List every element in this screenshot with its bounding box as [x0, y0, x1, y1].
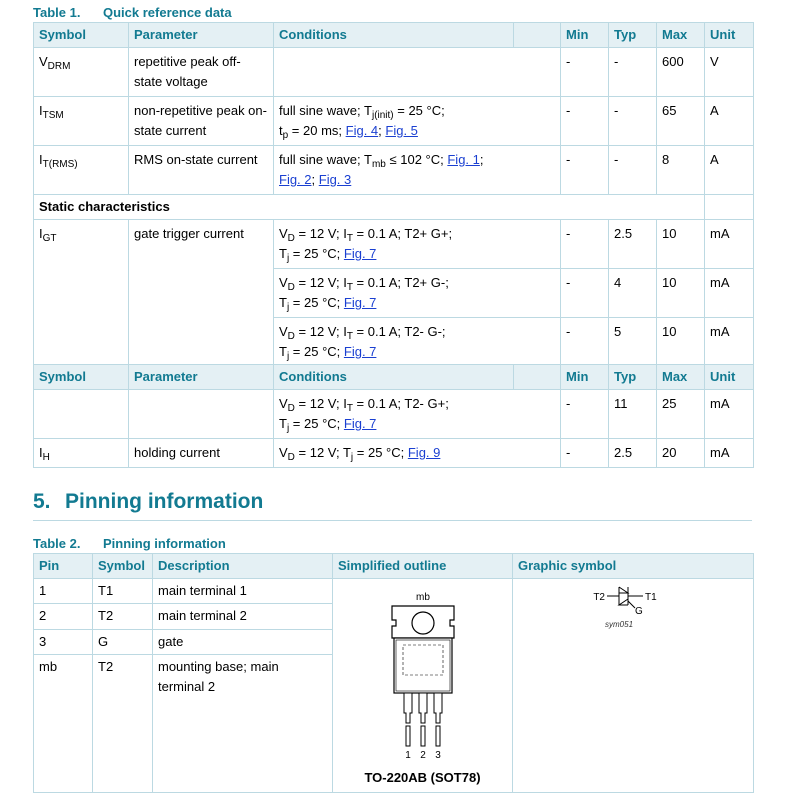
text: ; [479, 152, 484, 167]
subscript: D [287, 233, 295, 244]
symbol: I [39, 226, 43, 241]
subscript: D [287, 452, 295, 463]
unit-cell: V [705, 48, 754, 97]
svg-text:G: G [635, 606, 643, 617]
text: = 0.1 A; T2+ G+; [352, 226, 453, 241]
column-header: Graphic symbol [513, 554, 754, 579]
description-cell: main terminal 1 [153, 579, 333, 604]
max-cell: 600 [657, 48, 705, 97]
typ-cell: 11 [609, 390, 657, 439]
max-cell: 20 [657, 439, 705, 468]
table-number: Table 2. [33, 536, 81, 551]
column-header: Typ [609, 23, 657, 48]
symbol-cell: T1 [93, 579, 153, 604]
min-cell: - [561, 439, 609, 468]
symbol-cell: T2 [93, 604, 153, 629]
parameter-cell [129, 390, 274, 439]
column-header: Symbol [34, 23, 129, 48]
text: full sine wave; T [279, 152, 372, 167]
section-row [34, 195, 754, 220]
column-header: Pin [34, 554, 93, 579]
table-row [34, 220, 754, 269]
text: = 25 °C; [353, 445, 408, 460]
symbol-subscript: T(RMS) [42, 159, 78, 170]
max-cell: 25 [657, 390, 705, 439]
column-header: Max [657, 23, 705, 48]
text: V [279, 396, 288, 411]
conditions-cell [274, 439, 561, 468]
table-row [34, 97, 754, 146]
pin-cell: 3 [34, 629, 93, 654]
svg-text:T1: T1 [645, 592, 657, 603]
column-header [514, 365, 561, 390]
symbol-cell [34, 390, 129, 439]
parameter-cell: RMS on-state current [129, 146, 274, 195]
unit-cell: mA [705, 390, 754, 439]
typ-cell: 2.5 [609, 439, 657, 468]
table-row [34, 439, 754, 468]
symbol-cell: G [93, 629, 153, 654]
unit-cell: mA [705, 220, 754, 269]
table-title: Quick reference data [103, 5, 232, 20]
outline-cell [333, 579, 513, 793]
text: = 0.1 A; T2+ G-; [352, 275, 449, 290]
description-cell: gate [153, 629, 333, 654]
text: ; [311, 172, 319, 187]
min-cell: - [561, 318, 609, 367]
table-row [34, 390, 754, 439]
figure-link[interactable]: Fig. 2 [279, 172, 312, 187]
conditions-cell [274, 390, 561, 439]
pin-cell: 1 [34, 579, 93, 604]
subscript: j(init) [371, 110, 394, 121]
text: = 25 °C; [393, 103, 445, 118]
figure-link[interactable]: Fig. 7 [343, 246, 377, 261]
column-header: Typ [609, 365, 657, 390]
conditions-cell [274, 269, 561, 318]
subscript: j [286, 423, 290, 434]
text: V [279, 226, 288, 241]
subscript: T [346, 282, 353, 293]
column-header: Unit [705, 23, 754, 48]
text: = 25 °C; [289, 295, 344, 310]
text: t [279, 123, 283, 138]
subscript: j [286, 302, 290, 313]
quick-reference-table-continued [33, 364, 754, 468]
min-cell: - [561, 390, 609, 439]
svg-text:T2: T2 [593, 592, 605, 603]
pin-number: 1 [404, 750, 411, 761]
text: V [279, 275, 288, 290]
column-header: Symbol [34, 365, 129, 390]
subscript: j [286, 351, 290, 362]
table-row [34, 579, 754, 604]
table1-caption [33, 5, 232, 20]
symbol: V [39, 54, 48, 69]
symbol-subscript: GT [42, 233, 57, 244]
typ-cell: - [609, 97, 657, 146]
column-header: Conditions [274, 365, 514, 390]
section-heading [33, 490, 263, 514]
description-cell: mounting base; main terminal 2 [153, 655, 333, 793]
text: = 12 V; I [294, 275, 347, 290]
text: T [279, 344, 287, 359]
column-header: Parameter [129, 23, 274, 48]
pin-cell: mb [34, 655, 93, 793]
subscript: D [287, 403, 295, 414]
min-cell: - [561, 269, 609, 318]
conditions-cell [274, 220, 561, 269]
text: = 25 °C; [289, 416, 344, 431]
symbol: I [39, 445, 43, 460]
mb-label: mb [415, 592, 430, 603]
max-cell: 10 [657, 220, 705, 269]
subscript: mb [371, 159, 386, 170]
max-cell: 8 [657, 146, 705, 195]
text: = 25 °C; [289, 344, 344, 359]
symbol-subscript: DRM [47, 61, 71, 72]
text: T [279, 416, 287, 431]
column-header: Min [561, 365, 609, 390]
conditions-cell [274, 318, 561, 367]
text: V [279, 445, 288, 460]
text: T [279, 246, 287, 261]
subscript: T [346, 331, 353, 342]
text: ; [378, 123, 386, 138]
symbol-cell [34, 97, 129, 146]
column-header: Description [153, 554, 333, 579]
unit-cell: mA [705, 269, 754, 318]
table2-caption [33, 536, 226, 551]
figure-link[interactable]: Fig. 4 [345, 123, 379, 138]
min-cell: - [561, 48, 609, 97]
svg-text:sym051: sym051 [605, 620, 634, 629]
max-cell: 65 [657, 97, 705, 146]
text: = 12 V; I [294, 324, 347, 339]
subscript: D [287, 331, 295, 342]
symbol-cell [34, 439, 129, 468]
table-row [34, 48, 754, 97]
symbol: I [39, 152, 43, 167]
min-cell: - [561, 97, 609, 146]
typ-cell: 2.5 [609, 220, 657, 269]
section-divider [33, 520, 752, 521]
text: = 12 V; I [294, 396, 347, 411]
text: T [279, 295, 287, 310]
symbol-cell [34, 146, 129, 195]
typ-cell: 5 [609, 318, 657, 367]
table-number: Table 1. [33, 5, 81, 20]
section-number: 5. [33, 490, 51, 513]
column-header: Unit [705, 365, 754, 390]
parameter-cell: holding current [129, 439, 274, 468]
pinning-table [33, 553, 754, 793]
package-name: TO-220AB (SOT78) [364, 770, 481, 785]
subscript: T [346, 233, 353, 244]
conditions-cell [274, 97, 561, 146]
pin-number: 2 [419, 750, 426, 761]
symbol-cell [34, 220, 129, 367]
text: full sine wave; T [279, 103, 372, 118]
figure-link[interactable]: Fig. 3 [318, 172, 352, 187]
quick-reference-table [33, 22, 754, 367]
min-cell: - [561, 146, 609, 195]
figure-link[interactable]: Fig. 7 [343, 416, 377, 431]
subscript: j [350, 452, 354, 463]
pin-cell: 2 [34, 604, 93, 629]
subscript: j [286, 253, 290, 264]
text: = 25 °C; [289, 246, 344, 261]
unit-cell: A [705, 146, 754, 195]
column-header: Simplified outline [333, 554, 513, 579]
table-row [34, 146, 754, 195]
subscript: T [346, 403, 353, 414]
subscript: p [282, 130, 289, 141]
text: = 0.1 A; T2- G-; [352, 324, 446, 339]
symbol-subscript: TSM [42, 110, 64, 121]
parameter-cell: gate trigger current [129, 220, 274, 367]
section-label: Static characteristics [34, 195, 705, 220]
typ-cell: 4 [609, 269, 657, 318]
text: ≤ 102 °C; [385, 152, 448, 167]
section-title: Pinning information [65, 490, 264, 513]
column-header: Conditions [274, 23, 514, 48]
to220-package-outline [363, 583, 483, 768]
typ-cell: - [609, 146, 657, 195]
text: = 12 V; I [294, 226, 347, 241]
text: V [279, 324, 288, 339]
figure-link[interactable]: Fig. 5 [385, 123, 418, 138]
min-cell: - [561, 220, 609, 269]
figure-link[interactable]: Fig. 9 [407, 445, 441, 460]
symbol: I [39, 103, 43, 118]
description-cell: main terminal 2 [153, 604, 333, 629]
triac-symbol-icon [583, 585, 683, 630]
graphic-symbol-cell [513, 579, 754, 793]
column-header: Max [657, 365, 705, 390]
empty-cell [705, 195, 754, 220]
unit-cell: A [705, 97, 754, 146]
column-header: Parameter [129, 365, 274, 390]
text: = 12 V; T [294, 445, 351, 460]
column-header: Min [561, 23, 609, 48]
column-header: Symbol [93, 554, 153, 579]
conditions-cell [274, 48, 561, 97]
text: = 0.1 A; T2- G+; [352, 396, 449, 411]
figure-link[interactable]: Fig. 7 [343, 344, 377, 359]
figure-link[interactable]: Fig. 7 [343, 295, 377, 310]
unit-cell: mA [705, 439, 754, 468]
column-header [514, 23, 561, 48]
symbol-cell [34, 48, 129, 97]
symbol-subscript: H [42, 452, 50, 463]
parameter-cell: repetitive peak off-state voltage [129, 48, 274, 97]
parameter-cell: non-repetitive peak on-state current [129, 97, 274, 146]
typ-cell: - [609, 48, 657, 97]
unit-cell: mA [705, 318, 754, 367]
symbol-cell: T2 [93, 655, 153, 793]
conditions-cell [274, 146, 561, 195]
table-title: Pinning information [103, 536, 226, 551]
figure-link[interactable]: Fig. 1 [447, 152, 480, 167]
max-cell: 10 [657, 269, 705, 318]
pin-number: 3 [434, 750, 441, 761]
subscript: D [287, 282, 295, 293]
text: = 20 ms; [288, 123, 346, 138]
max-cell: 10 [657, 318, 705, 367]
